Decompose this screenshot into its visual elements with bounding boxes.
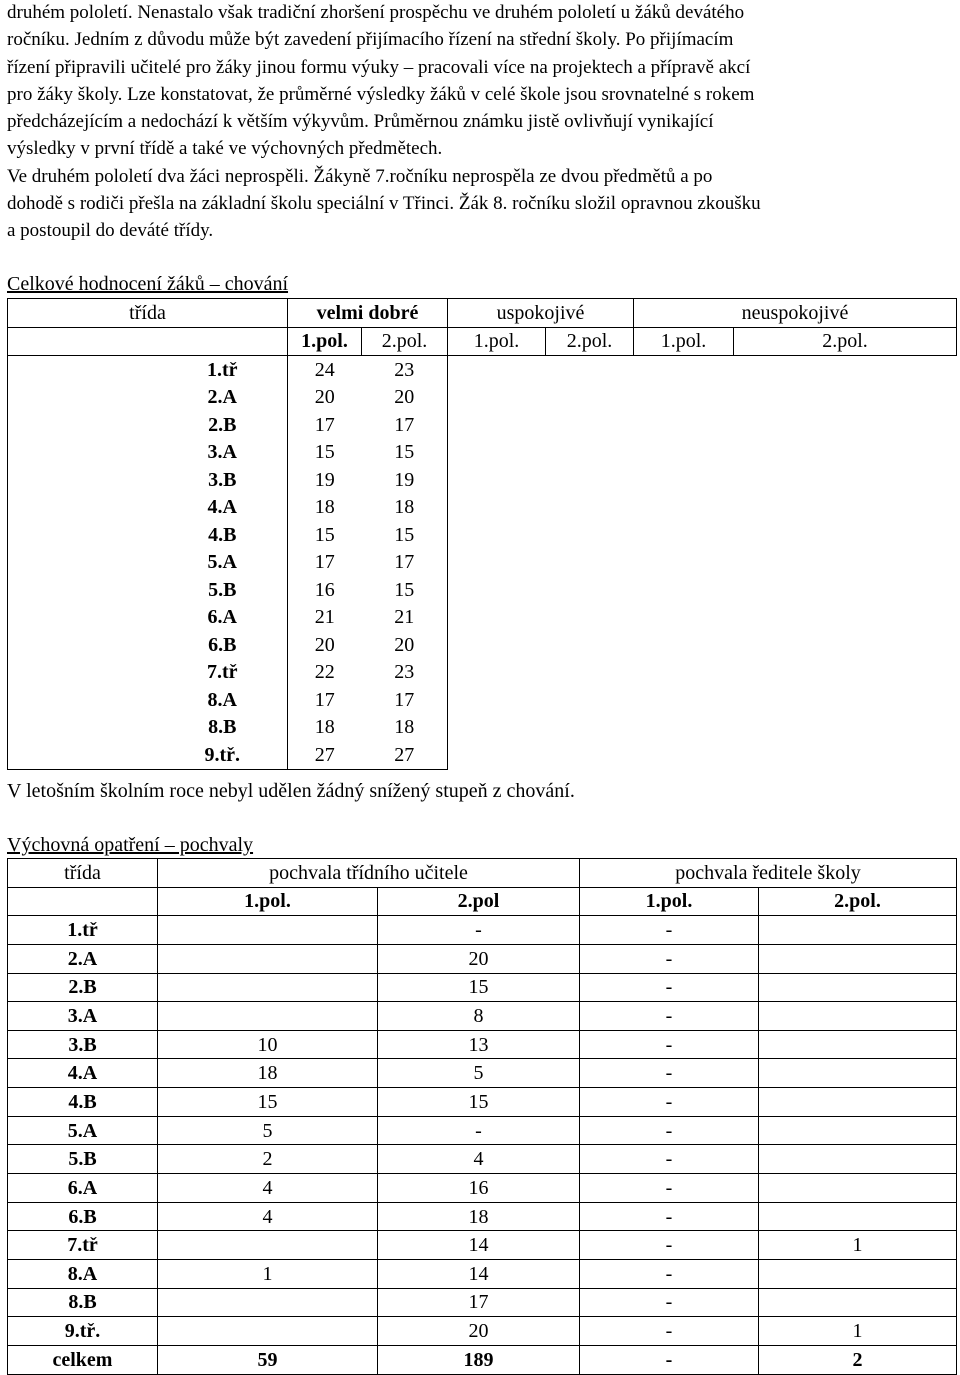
praise-cell: - bbox=[580, 1202, 759, 1231]
praise-cell: - bbox=[580, 1116, 759, 1145]
praise-cell: 18 bbox=[158, 1059, 378, 1088]
praise-row-class: 1.tř bbox=[8, 916, 158, 945]
behavior-empty-cell bbox=[448, 741, 546, 769]
behavior-row-spacer bbox=[8, 659, 158, 687]
praise-sub-header: 1.pol. bbox=[158, 887, 378, 916]
intro-paragraph bbox=[7, 0, 952, 245]
behavior-cell: 20 bbox=[362, 631, 448, 659]
behavior-empty-cell bbox=[734, 686, 957, 714]
intro-line: výsledky v první třídě a také ve výchovných předmětech. bbox=[7, 138, 443, 160]
behavior-empty-cell bbox=[734, 714, 957, 742]
praise-row bbox=[8, 1088, 957, 1117]
praise-row-class: 4.B bbox=[8, 1088, 158, 1117]
behavior-sub-header: 2.pol. bbox=[734, 327, 957, 356]
behavior-cell: 27 bbox=[362, 741, 448, 769]
praise-row bbox=[8, 1259, 957, 1288]
praise-cell: 15 bbox=[378, 1088, 580, 1117]
behavior-row-spacer bbox=[8, 356, 158, 384]
behavior-empty-cell bbox=[634, 549, 734, 577]
praise-cell bbox=[759, 973, 957, 1002]
behavior-row bbox=[8, 521, 957, 549]
behavior-group-header: velmi dobré bbox=[288, 299, 448, 328]
behavior-empty-cell bbox=[546, 521, 634, 549]
behavior-empty-cell bbox=[734, 576, 957, 604]
behavior-cell: 15 bbox=[314, 523, 335, 546]
praise-cell: 1 bbox=[759, 1231, 957, 1260]
praise-cell: 2 bbox=[158, 1145, 378, 1174]
behavior-empty-cell bbox=[634, 631, 734, 659]
behavior-empty-cell bbox=[634, 494, 734, 522]
behavior-row-class: 5.A bbox=[158, 549, 288, 577]
behavior-header-row bbox=[8, 299, 957, 328]
behavior-empty-cell bbox=[448, 356, 546, 384]
behavior-sub-header: 2.pol. bbox=[362, 327, 448, 356]
praise-cell: - bbox=[580, 916, 759, 945]
behavior-empty-cell bbox=[546, 604, 634, 632]
behavior-empty-cell bbox=[634, 466, 734, 494]
behavior-empty-cell bbox=[634, 686, 734, 714]
behavior-row bbox=[8, 631, 957, 659]
behavior-empty-cell bbox=[546, 659, 634, 687]
behavior-empty-cell bbox=[546, 549, 634, 577]
praise-cell: - bbox=[580, 1317, 759, 1346]
praise-row bbox=[8, 1202, 957, 1231]
behavior-note: V letošním školním roce nebyl udělen žádný snížený stupeň z chování. bbox=[7, 780, 575, 802]
praise-cell: - bbox=[378, 1116, 580, 1145]
praise-total-cell: 189 bbox=[378, 1345, 580, 1374]
behavior-empty-cell bbox=[734, 549, 957, 577]
intro-line: ročníku. Jedním z důvodu může být zavedení přijímacího řízení na střední školy. Po přijímacím bbox=[7, 29, 734, 51]
behavior-cell: 15 bbox=[362, 521, 448, 549]
behavior-row bbox=[8, 384, 957, 412]
behavior-cell: 18 bbox=[362, 494, 448, 522]
behavior-sub-header: 1.pol. bbox=[634, 327, 734, 356]
praise-cell: 16 bbox=[378, 1174, 580, 1203]
behavior-row-class: 4.B bbox=[158, 521, 288, 549]
behavior-empty-cell bbox=[734, 521, 957, 549]
behavior-empty-cell bbox=[634, 411, 734, 439]
praise-cell bbox=[759, 1059, 957, 1088]
behavior-row bbox=[8, 411, 957, 439]
behavior-row bbox=[8, 714, 957, 742]
behavior-empty-cell bbox=[734, 466, 957, 494]
behavior-row bbox=[8, 741, 957, 769]
praise-row bbox=[8, 973, 957, 1002]
praise-row bbox=[8, 1116, 957, 1145]
praise-cell bbox=[158, 916, 378, 945]
praise-cell: - bbox=[580, 1259, 759, 1288]
praise-cell bbox=[759, 1002, 957, 1031]
praise-cell bbox=[158, 973, 378, 1002]
behavior-empty-cell bbox=[448, 714, 546, 742]
behavior-row-spacer bbox=[8, 686, 158, 714]
behavior-empty-cell bbox=[546, 466, 634, 494]
praise-cell: 17 bbox=[378, 1288, 580, 1317]
behavior-cell: 18 bbox=[314, 496, 335, 519]
praise-cell bbox=[158, 1002, 378, 1031]
behavior-row bbox=[8, 549, 957, 577]
behavior-row-class: 6.A bbox=[158, 604, 288, 632]
intro-line: a postoupil do deváté třídy. bbox=[7, 220, 214, 242]
behavior-empty-cell bbox=[634, 714, 734, 742]
praise-row-class: 3.B bbox=[8, 1030, 158, 1059]
behavior-empty-cell bbox=[634, 384, 734, 412]
behavior-empty-cell bbox=[634, 659, 734, 687]
praise-row bbox=[8, 916, 957, 945]
behavior-cell: 27 bbox=[288, 741, 362, 769]
behavior-group-header: neuspokojivé bbox=[634, 299, 957, 328]
praise-sub-header: 1.pol. bbox=[580, 887, 759, 916]
praise-header-row bbox=[8, 859, 957, 888]
behavior-row bbox=[8, 466, 957, 494]
praise-cell bbox=[759, 1145, 957, 1174]
praise-cell bbox=[759, 1030, 957, 1059]
intro-line: druhém pololetí. Nenastalo však tradiční zhoršení prospěchu ve druhém pololetí u žáků devátého bbox=[7, 2, 745, 23]
praise-subheader-row bbox=[8, 887, 957, 916]
behavior-row-spacer bbox=[8, 466, 158, 494]
praise-total-cell: - bbox=[580, 1345, 759, 1374]
behavior-empty-cell bbox=[734, 741, 957, 769]
behavior-row-class: 1.tř bbox=[158, 356, 288, 384]
praise-cell bbox=[759, 1116, 957, 1145]
behavior-row-spacer bbox=[8, 439, 158, 467]
behavior-empty-cell bbox=[546, 384, 634, 412]
behavior-row-spacer bbox=[8, 521, 158, 549]
behavior-empty-cell bbox=[634, 741, 734, 769]
behavior-row-class: 9.tř. bbox=[158, 741, 288, 769]
praise-row bbox=[8, 1174, 957, 1203]
behavior-cell: 18 bbox=[362, 714, 448, 742]
behavior-empty-cell bbox=[634, 604, 734, 632]
praise-row-class: 2.B bbox=[8, 973, 158, 1002]
behavior-table bbox=[7, 298, 957, 770]
praise-cell: 1 bbox=[759, 1317, 957, 1346]
behavior-cell: 17 bbox=[362, 686, 448, 714]
behavior-row-spacer bbox=[8, 549, 158, 577]
behavior-cell: 17 bbox=[362, 411, 448, 439]
praise-cell bbox=[759, 1288, 957, 1317]
behavior-empty-cell bbox=[734, 494, 957, 522]
praise-cell bbox=[759, 916, 957, 945]
praise-cell bbox=[158, 1288, 378, 1317]
behavior-cell: 17 bbox=[314, 413, 335, 436]
praise-sub-header: 2.pol bbox=[378, 887, 580, 916]
behavior-cell: 19 bbox=[314, 468, 335, 491]
praise-row bbox=[8, 1059, 957, 1088]
behavior-row-spacer bbox=[8, 741, 158, 769]
behavior-cell: 15 bbox=[362, 439, 448, 467]
praise-cell: - bbox=[580, 1002, 759, 1031]
praise-cell bbox=[759, 944, 957, 973]
behavior-row-spacer bbox=[8, 631, 158, 659]
behavior-empty-cell bbox=[448, 384, 546, 412]
behavior-sub-header: 2.pol. bbox=[546, 327, 634, 356]
behavior-empty-cell bbox=[448, 494, 546, 522]
behavior-empty-cell bbox=[734, 411, 957, 439]
behavior-row-class: 3.B bbox=[158, 466, 288, 494]
praise-row-class: 7.tř bbox=[8, 1231, 158, 1260]
praise-total-label: celkem bbox=[8, 1345, 158, 1374]
praise-cell bbox=[158, 944, 378, 973]
praise-cell: 4 bbox=[158, 1174, 378, 1203]
behavior-empty-cell bbox=[448, 411, 546, 439]
praise-cell: 20 bbox=[378, 944, 580, 973]
behavior-cell: 18 bbox=[314, 716, 335, 739]
behavior-cell: 23 bbox=[362, 356, 448, 384]
behavior-row-class: 4.A bbox=[158, 494, 288, 522]
behavior-row-spacer bbox=[8, 494, 158, 522]
praise-row-class: 9.tř. bbox=[8, 1317, 158, 1346]
praise-cell: - bbox=[580, 1174, 759, 1203]
praise-total-row bbox=[8, 1345, 957, 1374]
praise-cell: 18 bbox=[378, 1202, 580, 1231]
behavior-row-spacer bbox=[8, 411, 158, 439]
praise-row bbox=[8, 944, 957, 973]
behavior-empty-cell bbox=[448, 576, 546, 604]
behavior-empty-cell bbox=[448, 604, 546, 632]
behavior-cell: 16 bbox=[314, 578, 335, 601]
behavior-empty-cell bbox=[448, 521, 546, 549]
intro-line: předcházejícím a nedochází k větším výkyvům. Průměrnou známku jistě ovlivňují vynikající bbox=[7, 111, 714, 133]
praise-heading: Výchovná opatření – pochvaly bbox=[7, 834, 254, 856]
praise-cell bbox=[158, 1317, 378, 1346]
praise-row-class: 8.A bbox=[8, 1259, 158, 1288]
praise-row-class: 3.A bbox=[8, 1002, 158, 1031]
behavior-empty-cell bbox=[448, 659, 546, 687]
behavior-empty-cell bbox=[546, 439, 634, 467]
behavior-empty-cell bbox=[734, 356, 957, 384]
behavior-row-class: 7.tř bbox=[158, 659, 288, 687]
praise-total-cell: 59 bbox=[158, 1345, 378, 1374]
praise-row-class: 6.A bbox=[8, 1174, 158, 1203]
behavior-sub-header: 1.pol. bbox=[448, 327, 546, 356]
praise-col-class: třída bbox=[8, 859, 158, 888]
praise-cell: 15 bbox=[158, 1088, 378, 1117]
praise-row-class: 2.A bbox=[8, 944, 158, 973]
praise-cell: - bbox=[378, 916, 580, 945]
behavior-group-header: uspokojivé bbox=[448, 299, 634, 328]
behavior-row-class: 3.A bbox=[158, 439, 288, 467]
behavior-cell: 21 bbox=[362, 604, 448, 632]
behavior-cell: 17 bbox=[314, 551, 335, 574]
praise-cell: - bbox=[580, 1288, 759, 1317]
behavior-row bbox=[8, 604, 957, 632]
behavior-empty-cell bbox=[734, 659, 957, 687]
behavior-empty-cell bbox=[634, 439, 734, 467]
praise-cell: - bbox=[580, 1231, 759, 1260]
praise-cell: 4 bbox=[158, 1202, 378, 1231]
behavior-row bbox=[8, 356, 957, 384]
praise-table bbox=[7, 858, 957, 1375]
behavior-row bbox=[8, 576, 957, 604]
praise-row-class: 5.A bbox=[8, 1116, 158, 1145]
praise-cell: - bbox=[580, 944, 759, 973]
praise-cell: - bbox=[580, 1088, 759, 1117]
behavior-empty-cell bbox=[546, 411, 634, 439]
praise-row-class: 5.B bbox=[8, 1145, 158, 1174]
behavior-cell: 17 bbox=[314, 688, 335, 711]
praise-cell: 20 bbox=[378, 1317, 580, 1346]
praise-group-header: pochvala ředitele školy bbox=[580, 859, 957, 888]
behavior-row-class: 2.B bbox=[158, 411, 288, 439]
praise-cell bbox=[759, 1088, 957, 1117]
behavior-sub-header: 1.pol. bbox=[288, 327, 362, 356]
behavior-row bbox=[8, 686, 957, 714]
behavior-empty-cell bbox=[634, 576, 734, 604]
praise-cell bbox=[158, 1231, 378, 1260]
praise-row-class: 6.B bbox=[8, 1202, 158, 1231]
behavior-cell: 22 bbox=[314, 661, 335, 684]
behavior-subheader-row bbox=[8, 327, 957, 356]
praise-total-cell: 2 bbox=[759, 1345, 957, 1374]
behavior-cell: 20 bbox=[362, 384, 448, 412]
behavior-cell: 17 bbox=[362, 549, 448, 577]
praise-row bbox=[8, 1231, 957, 1260]
praise-sub-header: 2.pol. bbox=[759, 887, 957, 916]
behavior-empty-cell bbox=[734, 604, 957, 632]
behavior-row bbox=[8, 439, 957, 467]
behavior-heading: Celkové hodnocení žáků – chování bbox=[7, 273, 289, 295]
behavior-row bbox=[8, 659, 957, 687]
behavior-row-spacer bbox=[8, 384, 158, 412]
behavior-empty-cell bbox=[546, 714, 634, 742]
behavior-row-class: 2.A bbox=[158, 384, 288, 412]
behavior-empty-cell bbox=[448, 686, 546, 714]
praise-cell: 1 bbox=[158, 1259, 378, 1288]
praise-row-class: 4.A bbox=[8, 1059, 158, 1088]
praise-group-header: pochvala třídního učitele bbox=[158, 859, 580, 888]
behavior-cell: 23 bbox=[362, 659, 448, 687]
intro-line: pro žáky školy. Lze konstatovat, že průměrné výsledky žáků v celé škole jsou srovnatelné s rokem bbox=[7, 83, 755, 105]
praise-row bbox=[8, 1145, 957, 1174]
praise-cell: - bbox=[580, 1059, 759, 1088]
behavior-row-class: 8.B bbox=[158, 714, 288, 742]
behavior-row bbox=[8, 494, 957, 522]
praise-cell: 5 bbox=[158, 1116, 378, 1145]
behavior-col-class: třída bbox=[8, 299, 288, 328]
praise-cell: 5 bbox=[378, 1059, 580, 1088]
behavior-row-spacer bbox=[8, 604, 158, 632]
behavior-cell: 15 bbox=[314, 441, 335, 464]
praise-cell: - bbox=[580, 1030, 759, 1059]
praise-cell: - bbox=[580, 1145, 759, 1174]
praise-row bbox=[8, 1288, 957, 1317]
behavior-row-class: 6.B bbox=[158, 631, 288, 659]
behavior-row-class: 8.A bbox=[158, 686, 288, 714]
behavior-cell: 19 bbox=[362, 466, 448, 494]
behavior-row-class: 5.B bbox=[158, 576, 288, 604]
praise-row bbox=[8, 1317, 957, 1346]
praise-cell bbox=[759, 1259, 957, 1288]
behavior-empty-cell bbox=[546, 356, 634, 384]
behavior-cell: 20 bbox=[314, 633, 335, 656]
behavior-empty-cell bbox=[734, 439, 957, 467]
intro-line: řízení připravili učitelé pro žáky jinou formu výuky – pracovali více na projektech a přípravě akcí bbox=[7, 56, 751, 78]
intro-line: Ve druhém pololetí dva žáci neprospěli. Žákyně 7.ročníku neprospěla ze dvou předmětů a po bbox=[7, 165, 713, 187]
praise-cell: 10 bbox=[158, 1030, 378, 1059]
behavior-empty-cell bbox=[546, 631, 634, 659]
praise-cell: 14 bbox=[378, 1259, 580, 1288]
behavior-empty-cell bbox=[734, 631, 957, 659]
behavior-empty-cell bbox=[734, 384, 957, 412]
behavior-row-spacer bbox=[8, 714, 158, 742]
praise-cell bbox=[759, 1202, 957, 1231]
behavior-empty-cell bbox=[546, 741, 634, 769]
praise-cell: 14 bbox=[378, 1231, 580, 1260]
behavior-cell: 20 bbox=[314, 386, 335, 409]
behavior-empty-cell bbox=[634, 521, 734, 549]
behavior-empty-cell bbox=[448, 439, 546, 467]
behavior-empty-cell bbox=[634, 356, 734, 384]
praise-cell: 13 bbox=[378, 1030, 580, 1059]
intro-line: dohodě s rodiči přešla na základní školu speciální v Třinci. Žák 8. ročníku složil opravnou zkoušku bbox=[7, 193, 761, 215]
behavior-cell: 21 bbox=[314, 606, 335, 629]
behavior-row-spacer bbox=[8, 576, 158, 604]
praise-row bbox=[8, 1030, 957, 1059]
praise-cell: 8 bbox=[378, 1002, 580, 1031]
behavior-cell: 15 bbox=[362, 576, 448, 604]
praise-cell: 4 bbox=[378, 1145, 580, 1174]
praise-cell: - bbox=[580, 973, 759, 1002]
behavior-empty-cell bbox=[546, 576, 634, 604]
behavior-empty-cell bbox=[546, 686, 634, 714]
praise-cell bbox=[759, 1174, 957, 1203]
behavior-empty-cell bbox=[448, 466, 546, 494]
praise-row bbox=[8, 1002, 957, 1031]
praise-cell: 15 bbox=[378, 973, 580, 1002]
behavior-empty-cell bbox=[448, 631, 546, 659]
behavior-cell: 24 bbox=[314, 358, 335, 381]
behavior-empty-cell bbox=[448, 549, 546, 577]
behavior-empty-cell bbox=[546, 494, 634, 522]
praise-row-class: 8.B bbox=[8, 1288, 158, 1317]
